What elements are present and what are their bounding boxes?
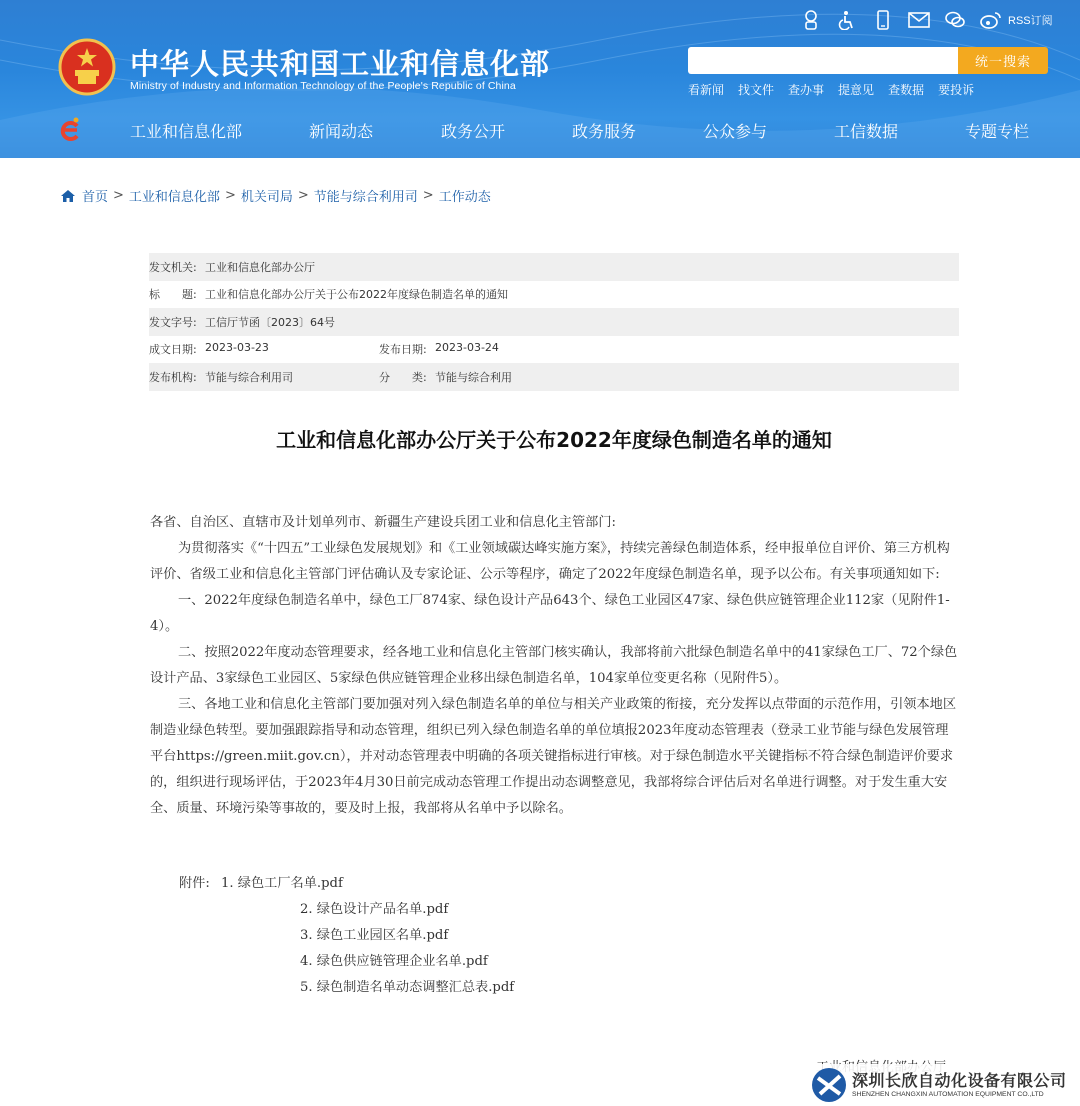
company-watermark <box>806 1064 1080 1106</box>
article-paragraph: 一、2022年度绿色制造名单中，绿色工厂874家、绿色设计产品643个、绿色工业园区47家、绿色供应链管理企业112家（见附件1-4）。 <box>150 593 950 634</box>
watermark-company-en: SHENZHEN CHANGXIN AUTOMATION EQUIPMENT CO.,LTD <box>852 1091 1044 1098</box>
quick-link-files[interactable]: 找文件 <box>738 83 775 97</box>
article-paragraph: 为贯彻落实《“十四五”工业绿色发展规划》和《工业领域碳达峰实施方案》，持续完善绿色制造体系，经申报单位自评价、第三方机构评价、省级工业和信息化主管部门评估确认及专家论证、公示等程序，确定了2022年度绿色制造名单，现予以公布。有关事项通知如下: <box>150 541 950 582</box>
quick-link-services[interactable]: 查办事 <box>788 83 825 97</box>
breadcrumb-work-news[interactable]: 工作动态 <box>438 190 491 205</box>
meta-row-org <box>149 363 959 391</box>
meta-published-value: 2023-03-24 <box>435 341 499 355</box>
mobile-icon[interactable] <box>872 9 894 31</box>
breadcrumb-energy-department[interactable]: 节能与综合利用司 <box>313 190 418 205</box>
main-nav <box>0 112 1080 150</box>
nav-item-news[interactable]: 新闻动态 <box>309 122 374 141</box>
meta-category-value: 节能与综合利用 <box>435 370 512 384</box>
quick-links <box>688 81 974 98</box>
nav-item-public-participation[interactable]: 公众参与 <box>703 122 768 141</box>
attachment-link[interactable]: 2. 绿色设计产品名单.pdf <box>300 902 449 917</box>
meta-issuer-value: 工业和信息化部办公厅 <box>205 260 315 274</box>
quick-link-complaint[interactable]: 要投诉 <box>938 83 975 97</box>
meta-org-value: 节能与综合利用司 <box>205 370 293 384</box>
meta-written-label: 成文日期: <box>149 343 197 357</box>
breadcrumb-separator: > <box>113 188 124 203</box>
meta-org-label: 发布机构: <box>149 370 197 384</box>
watermark-company-cn: 深圳长欣自动化设备有限公司 <box>852 1071 1067 1090</box>
meta-written-value: 2023-03-23 <box>205 341 269 355</box>
national-emblem-icon <box>58 38 116 96</box>
quick-link-news[interactable]: 看新闻 <box>688 83 725 97</box>
rss-link[interactable]: RSS订阅 <box>1008 15 1053 27</box>
attachment-link[interactable]: 1. 绿色工厂名单.pdf <box>221 876 343 891</box>
article-title: 工业和信息化部办公厅关于公布2022年度绿色制造名单的通知 <box>276 428 832 452</box>
site-subtitle: Ministry of Industry and Information Technology of the People's Republic of China <box>130 80 516 92</box>
meta-row-docno <box>149 308 959 336</box>
article-paragraph: 三、各地工业和信息化主管部门要加强对列入绿色制造名单的单位与相关产业政策的衔接，充分发挥以点带面的示范作用，引领本地区制造业绿色转型。要加强跟踪指导和动态管理，组织已列入绿色制造名单的单位填报2023年度动态管理表（登录工业节能与绿色发展管理平台https://green.miit.gov.cn），并对动态管理表中明确的各项关键指标进行审核。对于绿色制造水平关键指标不符合绿色制造评价要求的，组织进行现场评估，于2023年4月30日前完成动态管理工作提出动态调整意见，我部将综合评估后对名单进行调整。对于发生重大安全、质量、环境污染等事故的，要及时上报，我部将从名单中予以除名。 <box>150 697 957 816</box>
meta-category-label: 分 类: <box>379 370 427 384</box>
breadcrumb-separator: > <box>224 188 236 203</box>
meta-row-title <box>149 281 959 309</box>
meta-row-issuer <box>149 253 959 281</box>
meta-title-value: 工业和信息化部办公厅关于公布2022年度绿色制造名单的通知 <box>205 288 508 302</box>
company-logo-icon <box>810 1066 848 1104</box>
nav-item-government-services[interactable]: 政务服务 <box>572 122 637 141</box>
site-header <box>0 0 1080 158</box>
quick-link-data[interactable]: 查数据 <box>888 83 925 97</box>
mail-icon[interactable] <box>908 9 930 31</box>
e-government-logo-icon[interactable] <box>58 116 82 144</box>
article-salutation: 各省、自治区、直辖市及计划单列市、新疆生产建设兵团工业和信息化主管部门: <box>150 515 617 530</box>
attachment-link[interactable]: 3. 绿色工业园区名单.pdf <box>300 928 449 943</box>
nav-item-data[interactable]: 工信数据 <box>834 122 899 141</box>
meta-published-label: 发布日期: <box>379 343 427 357</box>
breadcrumb-home[interactable]: 首页 <box>82 190 109 205</box>
weibo-icon[interactable] <box>980 9 1002 31</box>
document-meta-table <box>149 253 959 391</box>
wechat-icon[interactable] <box>944 9 966 31</box>
breadcrumb-separator: > <box>422 188 434 203</box>
meta-title-label: 标 题: <box>149 288 197 302</box>
home-icon[interactable] <box>60 188 76 204</box>
meta-issuer-label: 发文机关: <box>149 260 197 274</box>
attachment-link[interactable]: 4. 绿色供应链管理企业名单.pdf <box>300 954 488 969</box>
site-title[interactable]: 中华人民共和国工业和信息化部 <box>130 47 551 81</box>
top-toolbar <box>800 8 1053 32</box>
breadcrumb-separator: > <box>297 188 309 203</box>
article-paragraph: 二、按照2022年度动态管理要求，经各地工业和信息化主管部门核实确认，我部将前六批绿色制造名单中的41家绿色工厂、72个绿色设计产品、3家绿色工业园区、5家绿色供应链管理企业移出绿色制造名单，104家单位变更名称（见附件5）。 <box>150 645 958 686</box>
attachment-link[interactable]: 5. 绿色制造名单动态调整汇总表.pdf <box>300 980 515 995</box>
quick-link-feedback[interactable]: 提意见 <box>838 83 875 97</box>
search-input[interactable] <box>688 47 958 74</box>
breadcrumb-departments[interactable]: 机关司局 <box>240 190 293 205</box>
meta-docno-label: 发文字号: <box>149 315 197 329</box>
article-body <box>150 510 960 822</box>
robot-assistant-icon[interactable] <box>800 9 822 31</box>
meta-row-dates <box>149 336 959 364</box>
search-button[interactable]: 统一搜索 <box>958 47 1048 74</box>
nav-item-government-affairs[interactable]: 政务公开 <box>441 122 506 141</box>
breadcrumb <box>60 186 491 205</box>
accessibility-icon[interactable] <box>836 9 858 31</box>
nav-item-special-topics[interactable]: 专题专栏 <box>965 122 1030 141</box>
nav-item-ministry[interactable]: 工业和信息化部 <box>130 122 243 141</box>
attachments-label: 附件: <box>179 876 210 891</box>
breadcrumb-ministry[interactable]: 工业和信息化部 <box>128 190 220 205</box>
meta-docno-value: 工信厅节函〔2023〕64号 <box>205 315 335 329</box>
